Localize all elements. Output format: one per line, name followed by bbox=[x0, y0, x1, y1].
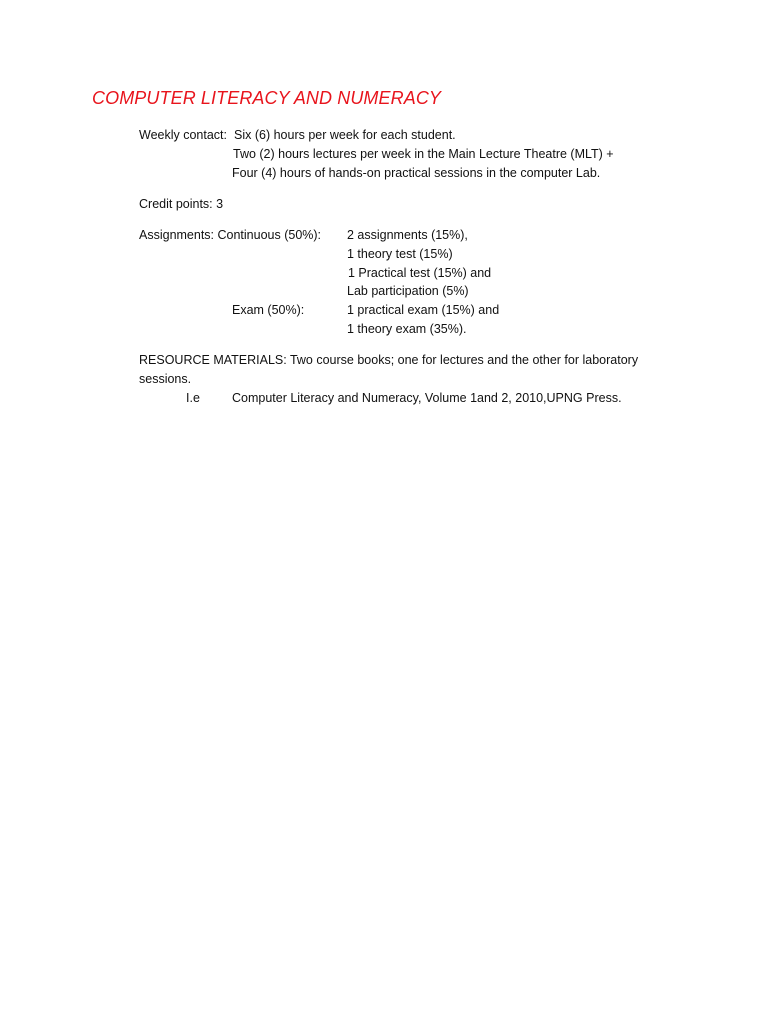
exam-item: 1 theory exam (35%). bbox=[347, 322, 467, 336]
resources-line1: RESOURCE MATERIALS: Two course books; one for lectures and the other for laboratory bbox=[139, 353, 639, 367]
assignment-item: 1 Practical test (15%) and bbox=[348, 266, 492, 280]
credit-points: Credit points: 3 bbox=[139, 197, 224, 211]
assignment-item: Lab participation (5%) bbox=[347, 284, 469, 298]
weekly-contact-line1: Six (6) hours per week for each student. bbox=[234, 128, 456, 142]
weekly-contact-line2: Two (2) hours lectures per week in the Main Lecture Theatre (MLT) + bbox=[233, 147, 614, 161]
assignment-item: 1 theory test (15%) bbox=[347, 247, 453, 261]
exam-item: 1 practical exam (15%) and bbox=[347, 303, 500, 317]
resources-book: Computer Literacy and Numeracy, Volume 1and 2, 2010,UPNG Press. bbox=[232, 391, 622, 405]
assignment-item: 2 assignments (15%), bbox=[347, 228, 468, 242]
resources-ie-label: I.e bbox=[186, 391, 200, 405]
weekly-contact-line3: Four (4) hours of hands-on practical sessions in the computer Lab. bbox=[232, 166, 601, 180]
weekly-contact-label: Weekly contact: bbox=[139, 128, 228, 142]
resources-line2: sessions. bbox=[139, 372, 192, 386]
exam-label: Exam (50%): bbox=[232, 303, 305, 317]
document-title: COMPUTER LITERACY AND NUMERACY bbox=[92, 88, 442, 108]
assignments-label: Assignments: Continuous (50%): bbox=[139, 228, 322, 242]
